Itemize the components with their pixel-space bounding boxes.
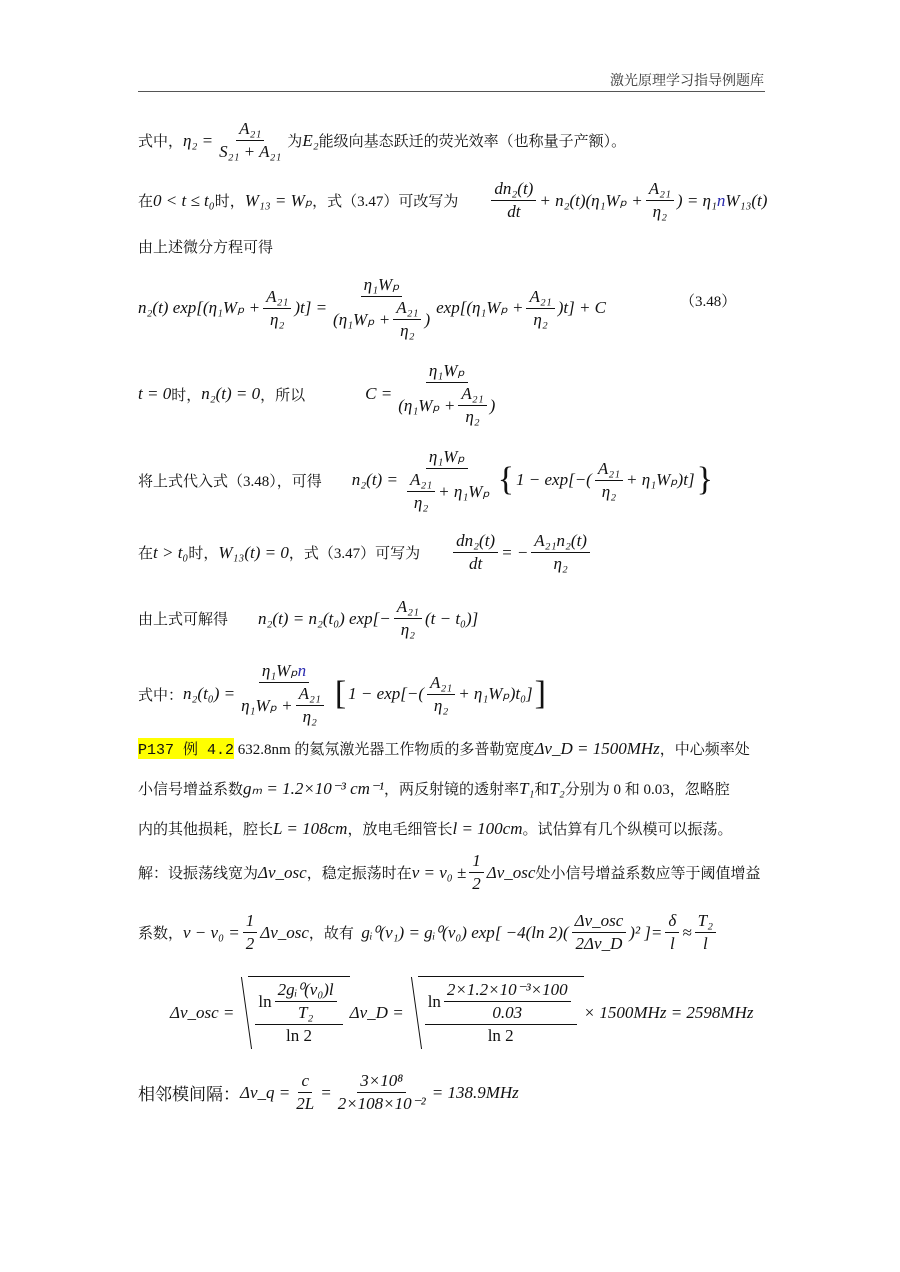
- denominator: η₂: [652, 202, 667, 221]
- fraction: [526, 286, 554, 331]
- math: =: [650, 922, 663, 942]
- math: )t] =: [294, 298, 328, 317]
- fraction: [646, 178, 674, 223]
- denominator: 2L: [296, 1094, 315, 1113]
- numerator: [259, 660, 309, 683]
- denominator: 2: [245, 934, 255, 953]
- fraction: [572, 910, 627, 955]
- math: Δν_D =: [349, 1002, 404, 1022]
- text: 632.8nm 的氦氖激光器工作物质的多普勒宽度: [237, 742, 535, 758]
- denominator: [401, 469, 493, 514]
- numerator: T₂: [695, 910, 716, 933]
- math: n: [297, 661, 307, 680]
- math: 0 < t ≤ t₀: [153, 190, 215, 210]
- math: n₂(t) =: [351, 470, 398, 489]
- numerator: dn₂(t): [453, 530, 498, 553]
- fraction: [243, 910, 258, 955]
- numerator: 1: [243, 910, 258, 933]
- denominator: dt: [468, 554, 483, 573]
- numerator: dn₂(t): [491, 178, 536, 201]
- math: η₁Wₚ: [261, 661, 298, 680]
- math: gᵢ⁰(ν₁) = gᵢ⁰(ν₀) exp: [361, 922, 495, 942]
- denominator: η₂: [601, 481, 617, 501]
- text: 能级向基态跃迁的荧光效率（也称量子产额）。: [318, 134, 627, 150]
- denominator: ln 2: [286, 1026, 313, 1045]
- denominator: l: [702, 934, 708, 953]
- text: ，式（3.47）可改写为: [312, 194, 459, 210]
- fraction: [458, 383, 486, 428]
- decay-solution-line: [138, 596, 478, 641]
- math: + η₁Wₚ: [438, 481, 490, 501]
- denominator: [395, 383, 498, 428]
- math: η₂ =: [183, 130, 214, 150]
- math: =: [320, 1082, 332, 1102]
- fraction: [238, 660, 330, 728]
- brace: {: [497, 461, 515, 498]
- problem-line-1: [138, 738, 750, 759]
- numerator: [425, 979, 577, 1025]
- math: ): [489, 395, 496, 415]
- denominator: η₂: [302, 707, 317, 726]
- numerator: A₂₁: [394, 596, 422, 619]
- math: T₂: [549, 778, 565, 798]
- numerator: η₁Wₚ: [426, 360, 468, 383]
- fraction: [335, 1070, 429, 1115]
- fraction: [491, 178, 536, 223]
- math: Δν_D = 1500MHz: [534, 738, 660, 758]
- bracket: [: [334, 675, 347, 712]
- decay-equation-line: [138, 530, 593, 575]
- denominator: η₂: [400, 620, 416, 639]
- math: W₁₃(t): [725, 190, 768, 210]
- math: t = 0: [138, 384, 172, 403]
- text: 和: [534, 782, 550, 798]
- math: n₂(t₀) =: [183, 684, 236, 703]
- math: E₂: [302, 130, 319, 150]
- text: 在: [138, 546, 154, 562]
- numerator: A₂₁: [393, 297, 421, 320]
- sqrt: [248, 976, 349, 1049]
- math: + η₁Wₚ)t]: [626, 470, 695, 489]
- fraction: [293, 1070, 317, 1115]
- math: = 138.9MHz: [431, 1082, 519, 1102]
- fraction: [401, 446, 493, 514]
- math: ln: [427, 991, 441, 1011]
- solution-line-2: [138, 910, 719, 955]
- text: ，中心频率处: [659, 742, 750, 758]
- math: )² ]: [629, 922, 651, 942]
- denominator: ln 2: [487, 1026, 514, 1045]
- math: Δν_q =: [240, 1082, 291, 1102]
- math: t > t₀: [153, 542, 189, 562]
- math: [ −4(ln 2)(: [494, 922, 569, 942]
- numerator: A₂₁: [595, 458, 623, 481]
- initial-condition-line: [138, 360, 501, 428]
- fraction: [395, 360, 498, 428]
- denominator: T₂: [297, 1003, 314, 1022]
- denominator: [238, 683, 330, 728]
- numerator: η₁Wₚ: [426, 446, 468, 469]
- numerator: A₂₁n₂(t): [531, 530, 590, 553]
- text: 时，: [188, 546, 219, 562]
- text-line: 由上述微分方程可得: [138, 240, 274, 256]
- math: ln: [258, 991, 272, 1011]
- fraction: [407, 469, 435, 514]
- denominator: dt: [507, 202, 521, 221]
- math: ): [424, 309, 431, 329]
- fraction: [263, 286, 291, 331]
- text: 为: [287, 134, 303, 150]
- running-header: 激光原理学习指导例题库: [610, 74, 764, 89]
- text: ，式（3.47）可写为: [288, 546, 421, 562]
- math: Δν_osc: [486, 862, 536, 882]
- text: ，所以: [260, 387, 306, 404]
- text: 内的其他损耗，腔长: [138, 822, 274, 838]
- sqrt: [418, 976, 584, 1049]
- math: Δν_osc: [258, 862, 307, 882]
- math: (η₁Wₚ +: [398, 395, 456, 415]
- math: ν = ν₀ ±: [411, 862, 467, 882]
- denominator: 2Δν_D: [575, 934, 623, 953]
- solution-line-1: [138, 850, 760, 895]
- text: 系数，: [138, 926, 184, 942]
- math: C =: [365, 384, 393, 403]
- math: ≈: [682, 922, 692, 942]
- text: 式中，: [138, 134, 184, 150]
- numerator: η₁Wₚ: [361, 274, 403, 297]
- problem-line-3: [138, 818, 733, 839]
- text: 式中：: [138, 687, 184, 704]
- text: 时，: [214, 194, 245, 210]
- denominator: η₂: [553, 554, 568, 573]
- denominator: η₂: [400, 321, 415, 340]
- fraction: [453, 530, 498, 575]
- text: 由上式可解得: [138, 612, 229, 628]
- fraction: [665, 910, 679, 955]
- fraction: [695, 910, 716, 955]
- text: 解：设振荡线宽为: [138, 866, 259, 882]
- text: 。试估算有几个纵模可以振荡。: [522, 822, 733, 838]
- numerator: A₂₁: [458, 383, 486, 406]
- fraction: [255, 979, 342, 1047]
- fraction: [330, 274, 433, 342]
- text: ，稳定振荡时在: [306, 866, 412, 882]
- math: × 1500MHz = 2598MHz: [583, 1002, 754, 1022]
- fraction: [216, 118, 284, 163]
- math: n: [716, 190, 726, 210]
- numerator: A₂₁: [236, 118, 264, 141]
- math: + n₂(t)(η₁Wₚ +: [539, 190, 643, 210]
- math: L = 108cm: [273, 818, 348, 838]
- fraction: [393, 297, 421, 342]
- math: (t − t₀)]: [424, 608, 479, 628]
- math: W₁₃(t) = 0: [218, 542, 289, 562]
- numerator: c: [298, 1070, 312, 1093]
- numerator: A₂₁: [296, 683, 324, 706]
- eta2-definition: [138, 118, 626, 163]
- denominator: 0.03: [492, 1003, 523, 1022]
- fraction: [531, 530, 590, 575]
- math: Δν_osc =: [170, 1002, 235, 1022]
- fraction: [427, 672, 455, 717]
- equation-3-48: [138, 274, 606, 342]
- fraction: [296, 683, 324, 728]
- math: n₂(t) exp[(η₁Wₚ +: [138, 298, 261, 317]
- denominator: l: [669, 934, 675, 953]
- text: 相邻模间隔：: [138, 1085, 240, 1104]
- denominator: 2×108×10⁻²: [337, 1094, 426, 1113]
- problem-tag-highlight: P137 例 4.2: [138, 738, 234, 759]
- numerator: A₂₁: [646, 178, 674, 201]
- math: T₁: [519, 778, 535, 798]
- mode-spacing-line: [138, 1070, 519, 1115]
- text: ，放电毛细管长: [347, 822, 453, 838]
- math: n₂(t) = n₂(t₀) exp[−: [258, 608, 391, 628]
- text: 分别为 0 和 0.03，忽略腔: [564, 782, 730, 798]
- math: Δν_osc: [260, 922, 309, 942]
- n2-t0-line: [138, 660, 548, 728]
- math: ν − ν₀ =: [183, 922, 240, 942]
- denominator: η₂: [465, 407, 480, 426]
- text: ，故有: [308, 926, 354, 942]
- math: gₘ = 1.2×10⁻³ cm⁻¹: [243, 778, 385, 798]
- text: 将上式代入式（3.48），可得: [138, 473, 322, 490]
- fraction: [394, 596, 422, 641]
- text: 处小信号增益系数应等于阈值增益: [535, 866, 761, 882]
- numerator: 1: [469, 850, 484, 873]
- math: (η₁Wₚ +: [333, 309, 391, 329]
- math: n₂(t) = 0: [201, 384, 261, 403]
- text: ，两反射镜的透射率: [384, 782, 520, 798]
- equation-number: （3.48）: [680, 294, 737, 310]
- fraction: [425, 979, 577, 1047]
- math: 1 − exp[−(: [516, 470, 592, 489]
- denominator: 2: [472, 874, 481, 893]
- math: = −: [501, 542, 529, 562]
- numerator: A₂₁: [427, 672, 455, 695]
- bracket: ]: [534, 675, 546, 712]
- math: η₁Wₚ +: [241, 695, 293, 715]
- brace: }: [696, 461, 713, 498]
- numerator: 2gᵢ⁰(ν₀)l: [275, 979, 337, 1002]
- numerator: Δν_osc: [572, 910, 627, 933]
- fraction: [469, 850, 484, 895]
- denominator: η₂: [433, 695, 449, 715]
- header-rule: [138, 91, 765, 92]
- fraction: [275, 979, 337, 1024]
- denominator: [330, 297, 433, 342]
- math: l = 100cm: [452, 818, 523, 838]
- denominator: η₂: [270, 309, 285, 329]
- text: 小信号增益系数: [138, 782, 244, 798]
- solution-n2-line: [138, 446, 715, 514]
- denominator: η₂: [413, 493, 429, 512]
- numerator: 3×10⁸: [357, 1070, 406, 1093]
- numerator: δ: [665, 910, 679, 933]
- math: 1 − exp[−(: [348, 684, 424, 703]
- fraction: [444, 979, 571, 1024]
- numerator: A₂₁: [526, 286, 554, 309]
- math: ) = η₁: [676, 190, 717, 210]
- problem-line-2: [138, 778, 730, 799]
- numerator: A₂₁: [407, 469, 435, 492]
- fraction: [595, 458, 623, 503]
- math: exp[(η₁Wₚ +: [436, 298, 524, 317]
- math: + η₁Wₚ)t₀]: [458, 684, 533, 703]
- rate-equation-line: [138, 178, 767, 223]
- math: )t] + C: [557, 298, 607, 317]
- numerator: [255, 979, 342, 1025]
- denominator: S₂₁ + A₂₁: [219, 142, 282, 161]
- linewidth-calculation: [170, 976, 753, 1049]
- numerator: A₂₁: [263, 286, 291, 309]
- denominator: η₂: [533, 309, 548, 329]
- math: W₁₃ = Wₚ: [244, 190, 313, 210]
- numerator: 2×1.2×10⁻³×100: [444, 979, 571, 1002]
- text: 在: [138, 194, 154, 210]
- text: 时，: [171, 387, 202, 404]
